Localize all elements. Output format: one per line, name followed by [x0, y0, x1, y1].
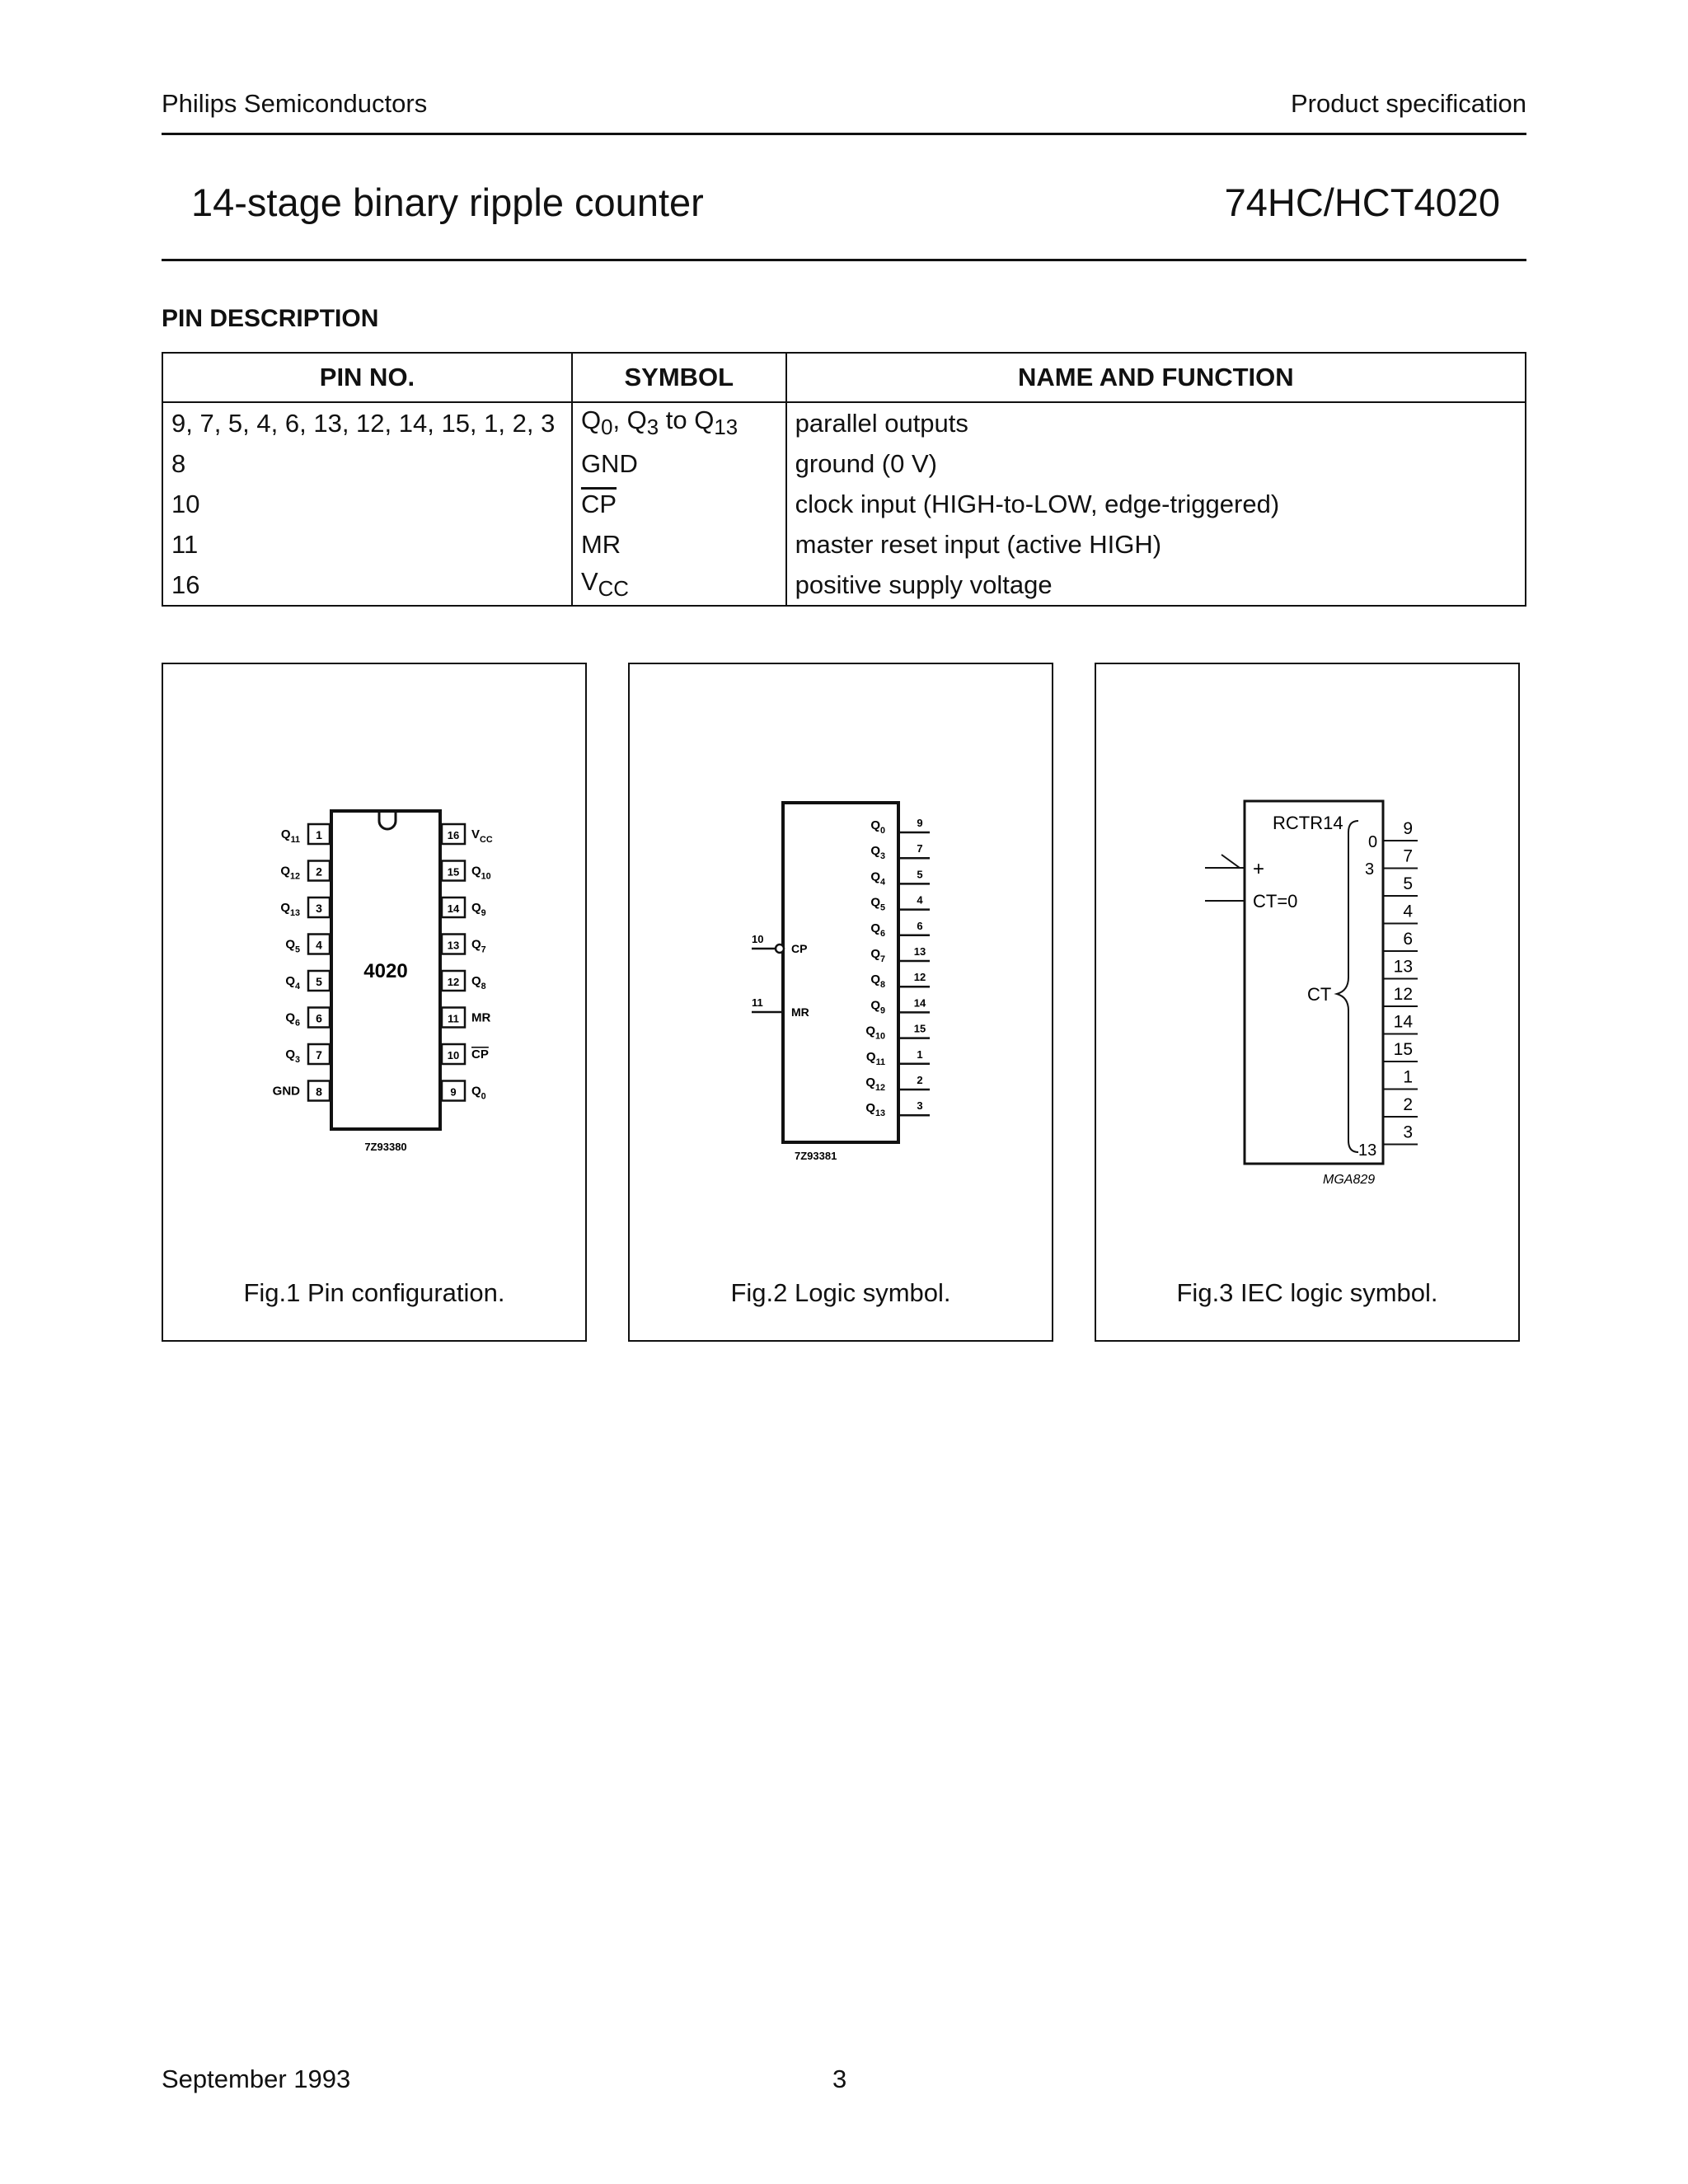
- figure-code: 7Z93380: [364, 1141, 407, 1153]
- output-label: $Q_6$: [870, 921, 885, 939]
- output-label: $Q_{10}$: [865, 1024, 885, 1042]
- pin-number-right: 12: [447, 976, 460, 988]
- output-pin-number: 14: [1393, 1012, 1413, 1032]
- plus-label: +: [1253, 858, 1265, 880]
- section-heading: PIN DESCRIPTION: [162, 305, 379, 332]
- figure-caption: Fig.3 IEC logic symbol.: [1176, 1278, 1438, 1307]
- pin-label-left: $Q_3$: [285, 1047, 300, 1065]
- figure-iec-logic-symbol: [1095, 663, 1520, 1342]
- figure-logic-symbol: [628, 663, 1053, 1342]
- pin-number-right: 16: [447, 829, 460, 841]
- pin-number-right: 13: [447, 939, 460, 952]
- output-pin-number: 3: [917, 1099, 923, 1113]
- output-pin-number: 1: [917, 1047, 923, 1061]
- pin-number-right: 10: [447, 1049, 460, 1062]
- output-label: $Q_0$: [870, 818, 885, 836]
- table-row: [162, 402, 1526, 443]
- function-cell: positive supply voltage: [786, 565, 1526, 606]
- pin-label-left: $Q_{13}$: [280, 901, 300, 918]
- pin-label-right: $V_{CC}$: [471, 827, 493, 845]
- figure-code: 7Z93381: [795, 1150, 837, 1162]
- ct-label: CT: [1307, 984, 1332, 1005]
- pin-cell: 16: [162, 565, 572, 606]
- output-label: $Q_4$: [870, 869, 885, 888]
- output-label: $Q_7$: [870, 947, 885, 964]
- pin-label-left: GND: [272, 1084, 300, 1099]
- pin-cell: 9, 7, 5, 4, 6, 13, 12, 14, 15, 1, 2, 3: [162, 402, 572, 443]
- header-doc-type: Product specification: [1290, 89, 1526, 118]
- negation-bubble-icon: [776, 944, 784, 953]
- dynamic-indicator-icon: [1221, 855, 1240, 868]
- figure-caption: Fig.2 Logic symbol.: [730, 1278, 951, 1307]
- pin-number-right: 11: [448, 1012, 459, 1025]
- function-cell: clock input (HIGH-to-LOW, edge-triggered): [786, 484, 1526, 524]
- pin-number-left: 6: [316, 1011, 322, 1025]
- pin-label-right: $Q_7$: [471, 937, 486, 955]
- inner-label-0: 0: [1368, 833, 1378, 851]
- pin-configuration-diagram: [163, 664, 585, 1241]
- output-label: $Q_{12}$: [865, 1076, 885, 1093]
- device-title: 14-stage binary ripple counter: [191, 180, 704, 224]
- inner-label-13: 13: [1358, 1141, 1377, 1160]
- header-company: Philips Semiconductors: [162, 89, 428, 118]
- input-label: CP: [791, 942, 808, 955]
- pin-cell: 11: [162, 524, 572, 565]
- output-pin-number: 1: [1403, 1067, 1413, 1087]
- pin-label-left: $Q_{11}$: [280, 827, 300, 845]
- pin-label-right: $Q_0$: [471, 1084, 486, 1102]
- page-number: 3: [832, 2064, 847, 2093]
- output-pin-number: 4: [1403, 902, 1413, 921]
- output-pin-number: 2: [1403, 1095, 1413, 1114]
- inner-label-3: 3: [1365, 860, 1375, 879]
- output-pin-number: 4: [917, 893, 923, 907]
- pin-number-right: 15: [447, 865, 460, 879]
- output-pin-number: 2: [917, 1074, 923, 1086]
- ct0-label: CT=0: [1253, 891, 1298, 912]
- output-label: $Q_5$: [870, 895, 885, 913]
- pin-cell: 10: [162, 484, 572, 524]
- output-pin-number: 5: [917, 868, 923, 881]
- pin-label-left: $Q_5$: [285, 937, 300, 955]
- output-label: $Q_8$: [870, 972, 885, 991]
- pin-number-left: 2: [316, 865, 322, 879]
- pin-cell: 8: [162, 443, 572, 484]
- footer-date: September 1993: [162, 2064, 351, 2093]
- table-row: [162, 524, 1526, 565]
- iec-logic-symbol-diagram: [1096, 664, 1518, 1241]
- block-label: RCTR14: [1273, 813, 1343, 833]
- output-pin-number: 3: [1403, 1122, 1413, 1142]
- counter-block: [1245, 801, 1383, 1164]
- pin-description-table: [162, 352, 1526, 607]
- output-group: [1383, 819, 1418, 1145]
- symbol-cell: GND: [572, 443, 786, 484]
- pin-label-right: $Q_9$: [471, 901, 486, 918]
- pin-label-right: $Q_{10}$: [471, 864, 491, 882]
- output-pin-number: 9: [917, 817, 923, 829]
- pin-label-right: CP: [471, 1047, 489, 1062]
- pin-label-left: $Q_{12}$: [280, 864, 300, 882]
- output-pin-number: 15: [913, 1022, 926, 1035]
- output-pin-number: 13: [913, 945, 926, 958]
- output-pin-number: 12: [913, 971, 926, 984]
- function-cell: master reset input (active HIGH): [786, 524, 1526, 565]
- header-rule: [162, 133, 1526, 135]
- input-label: MR: [791, 1005, 809, 1019]
- symbol-cell: $Q_0$, $Q_3$ to $Q_{13}$: [572, 402, 786, 443]
- pin-number-left: 3: [316, 902, 322, 915]
- output-pin-number: 6: [1403, 930, 1413, 949]
- function-cell: parallel outputs: [786, 402, 1526, 443]
- col-header-symbol: SYMBOL: [572, 353, 786, 402]
- pin-number-left: 1: [316, 828, 322, 841]
- output-pin-number: 14: [913, 996, 926, 1010]
- figure-pin-configuration: [162, 663, 587, 1342]
- pin-number-left: 7: [316, 1048, 322, 1062]
- output-pin-number: 15: [1393, 1040, 1413, 1059]
- function-cell: ground (0 V): [786, 443, 1526, 484]
- part-number: 74HC/HCT4020: [1224, 180, 1500, 224]
- figure-code: MGA829: [1323, 1173, 1376, 1187]
- output-pin-number: 6: [917, 919, 923, 932]
- pin-label-right: MR: [471, 1010, 491, 1025]
- symbol-cell: MR: [572, 524, 786, 565]
- output-label: $Q_3$: [870, 844, 885, 862]
- table-row: [162, 484, 1526, 524]
- table-header-row: [162, 353, 1526, 402]
- chip-label: 4020: [363, 960, 408, 982]
- output-pin-number: 7: [917, 842, 923, 855]
- col-header-function: NAME AND FUNCTION: [786, 353, 1526, 402]
- output-label: $Q_{11}$: [865, 1049, 885, 1067]
- input-pin-number: 10: [752, 933, 764, 945]
- title-rule: [162, 259, 1526, 261]
- pin-number-left: 8: [316, 1085, 322, 1099]
- symbol-cell: $V_{CC}$: [572, 565, 786, 606]
- table-row: [162, 443, 1526, 484]
- pin-label-left: $Q_4$: [285, 974, 300, 991]
- output-label: $Q_{13}$: [865, 1101, 885, 1119]
- logic-symbol-diagram: [630, 664, 1052, 1241]
- output-pin-number: 12: [1393, 985, 1413, 1004]
- pin-label-right: $Q_8$: [471, 974, 486, 991]
- pin-number-right: 9: [450, 1085, 457, 1099]
- output-pin-number: 5: [1403, 874, 1413, 893]
- input-pin-number: 11: [752, 996, 763, 1009]
- pin-number-left: 4: [316, 938, 322, 952]
- col-header-pin: PIN NO.: [162, 353, 572, 402]
- figure-caption: Fig.1 Pin configuration.: [243, 1278, 505, 1307]
- output-label: $Q_9$: [870, 998, 885, 1016]
- symbol-cell: $\overline{CP}$: [572, 484, 786, 524]
- pin-label-left: $Q_6$: [285, 1010, 300, 1029]
- output-pin-number: 13: [1393, 957, 1413, 977]
- table-row: [162, 565, 1526, 606]
- output-pin-number: 9: [1403, 819, 1413, 838]
- pin-number-right: 14: [447, 902, 460, 915]
- output-pin-number: 7: [1403, 846, 1413, 866]
- pin-number-left: 5: [316, 975, 322, 988]
